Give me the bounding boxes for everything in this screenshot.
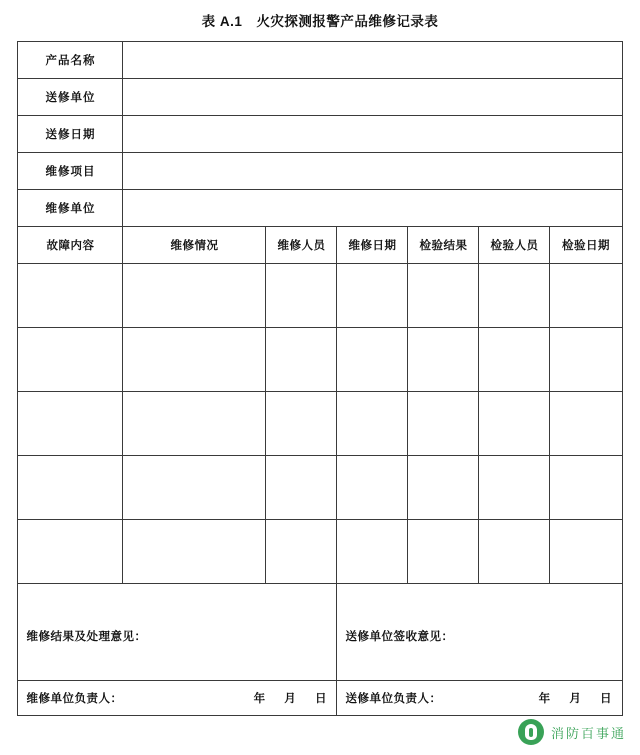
field-value-sender-unit[interactable] [123, 79, 622, 116]
cell-inspection-person[interactable] [479, 456, 550, 520]
signature-row [18, 681, 622, 716]
cell-fault-content[interactable] [18, 392, 123, 456]
date-year-label: 年 [253, 693, 266, 705]
watermark [518, 719, 626, 745]
field-label-product-name: 产品名称 [18, 42, 123, 79]
cell-fault-content[interactable] [18, 328, 123, 392]
table-row [18, 42, 622, 79]
table-row [18, 153, 622, 190]
cell-fault-content[interactable] [18, 264, 123, 328]
cell-repair-status[interactable] [123, 328, 266, 392]
field-label-repair-unit: 维修单位 [18, 190, 123, 227]
repair-result-opinion-cell[interactable] [18, 584, 337, 681]
cell-inspection-date[interactable] [550, 520, 622, 584]
cell-inspection-date[interactable] [550, 328, 622, 392]
field-label-send-date: 送修日期 [18, 116, 123, 153]
field-label-repair-item: 维修项目 [18, 153, 123, 190]
title-text: 火灾探测报警产品维修记录表 [256, 14, 439, 29]
flame-logo-icon [518, 719, 544, 745]
column-header-fault-content: 故障内容 [18, 227, 123, 264]
cell-repair-date[interactable] [337, 520, 408, 584]
receipt-opinion-cell[interactable] [337, 584, 622, 681]
cell-repair-date[interactable] [337, 264, 408, 328]
cell-repair-person[interactable] [266, 264, 337, 328]
table-row [18, 264, 622, 328]
sender-unit-manager-label: 送修单位负责人： [345, 693, 442, 705]
field-value-repair-unit[interactable] [123, 190, 622, 227]
date-month-label: 月 [284, 693, 296, 705]
sender-unit-manager-cell[interactable] [337, 681, 622, 716]
column-header-repair-date: 维修日期 [337, 227, 408, 264]
cell-repair-person[interactable] [266, 456, 337, 520]
table-row [18, 79, 622, 116]
cell-repair-status[interactable] [123, 264, 266, 328]
cell-inspection-date[interactable] [550, 264, 622, 328]
table-row [18, 116, 622, 153]
cell-inspection-person[interactable] [479, 328, 550, 392]
receipt-opinion-label: 送修单位签收意见： [345, 630, 454, 643]
table-row [18, 520, 622, 584]
cell-repair-date[interactable] [337, 456, 408, 520]
column-header-repair-status: 维修情况 [123, 227, 266, 264]
page-title [0, 0, 640, 41]
field-label-sender-unit: 送修单位 [18, 79, 123, 116]
repair-result-opinion-label: 维修结果及处理意见： [26, 630, 147, 643]
repair-unit-manager-cell[interactable] [18, 681, 337, 716]
column-header-inspection-person: 检验人员 [479, 227, 550, 264]
table-row [18, 456, 622, 520]
repair-unit-date [238, 690, 337, 706]
field-value-product-name[interactable] [123, 42, 622, 79]
cell-fault-content[interactable] [18, 520, 123, 584]
field-value-send-date[interactable] [123, 116, 622, 153]
cell-inspection-result[interactable] [408, 264, 479, 328]
cell-inspection-result[interactable] [408, 520, 479, 584]
cell-fault-content[interactable] [18, 456, 123, 520]
date-month-label: 月 [569, 693, 581, 705]
sender-unit-date [523, 690, 622, 706]
table-header-row [18, 227, 622, 264]
date-day-label: 日 [600, 693, 612, 705]
cell-inspection-result[interactable] [408, 456, 479, 520]
cell-inspection-person[interactable] [479, 520, 550, 584]
cell-repair-person[interactable] [266, 520, 337, 584]
date-day-label: 日 [314, 693, 327, 705]
cell-inspection-date[interactable] [550, 456, 622, 520]
table-row [18, 190, 622, 227]
cell-inspection-person[interactable] [479, 264, 550, 328]
cell-repair-status[interactable] [123, 520, 266, 584]
cell-repair-person[interactable] [266, 392, 337, 456]
column-header-inspection-result: 检验结果 [408, 227, 479, 264]
cell-repair-status[interactable] [123, 456, 266, 520]
notes-row [18, 584, 622, 681]
cell-repair-date[interactable] [337, 328, 408, 392]
cell-inspection-result[interactable] [408, 328, 479, 392]
repair-unit-manager-label: 维修单位负责人： [26, 693, 123, 705]
watermark-text: 消防百事通 [550, 726, 626, 742]
date-year-label: 年 [538, 693, 551, 705]
field-value-repair-item[interactable] [123, 153, 622, 190]
cell-repair-person[interactable] [266, 328, 337, 392]
cell-inspection-result[interactable] [408, 392, 479, 456]
maintenance-record-table [17, 41, 622, 716]
cell-inspection-date[interactable] [550, 392, 622, 456]
title-number: 表 A.1 [201, 14, 243, 29]
table-row [18, 392, 622, 456]
table-row [18, 328, 622, 392]
column-header-inspection-date: 检验日期 [550, 227, 622, 264]
column-header-repair-person: 维修人员 [266, 227, 337, 264]
cell-repair-date[interactable] [337, 392, 408, 456]
cell-inspection-person[interactable] [479, 392, 550, 456]
cell-repair-status[interactable] [123, 392, 266, 456]
